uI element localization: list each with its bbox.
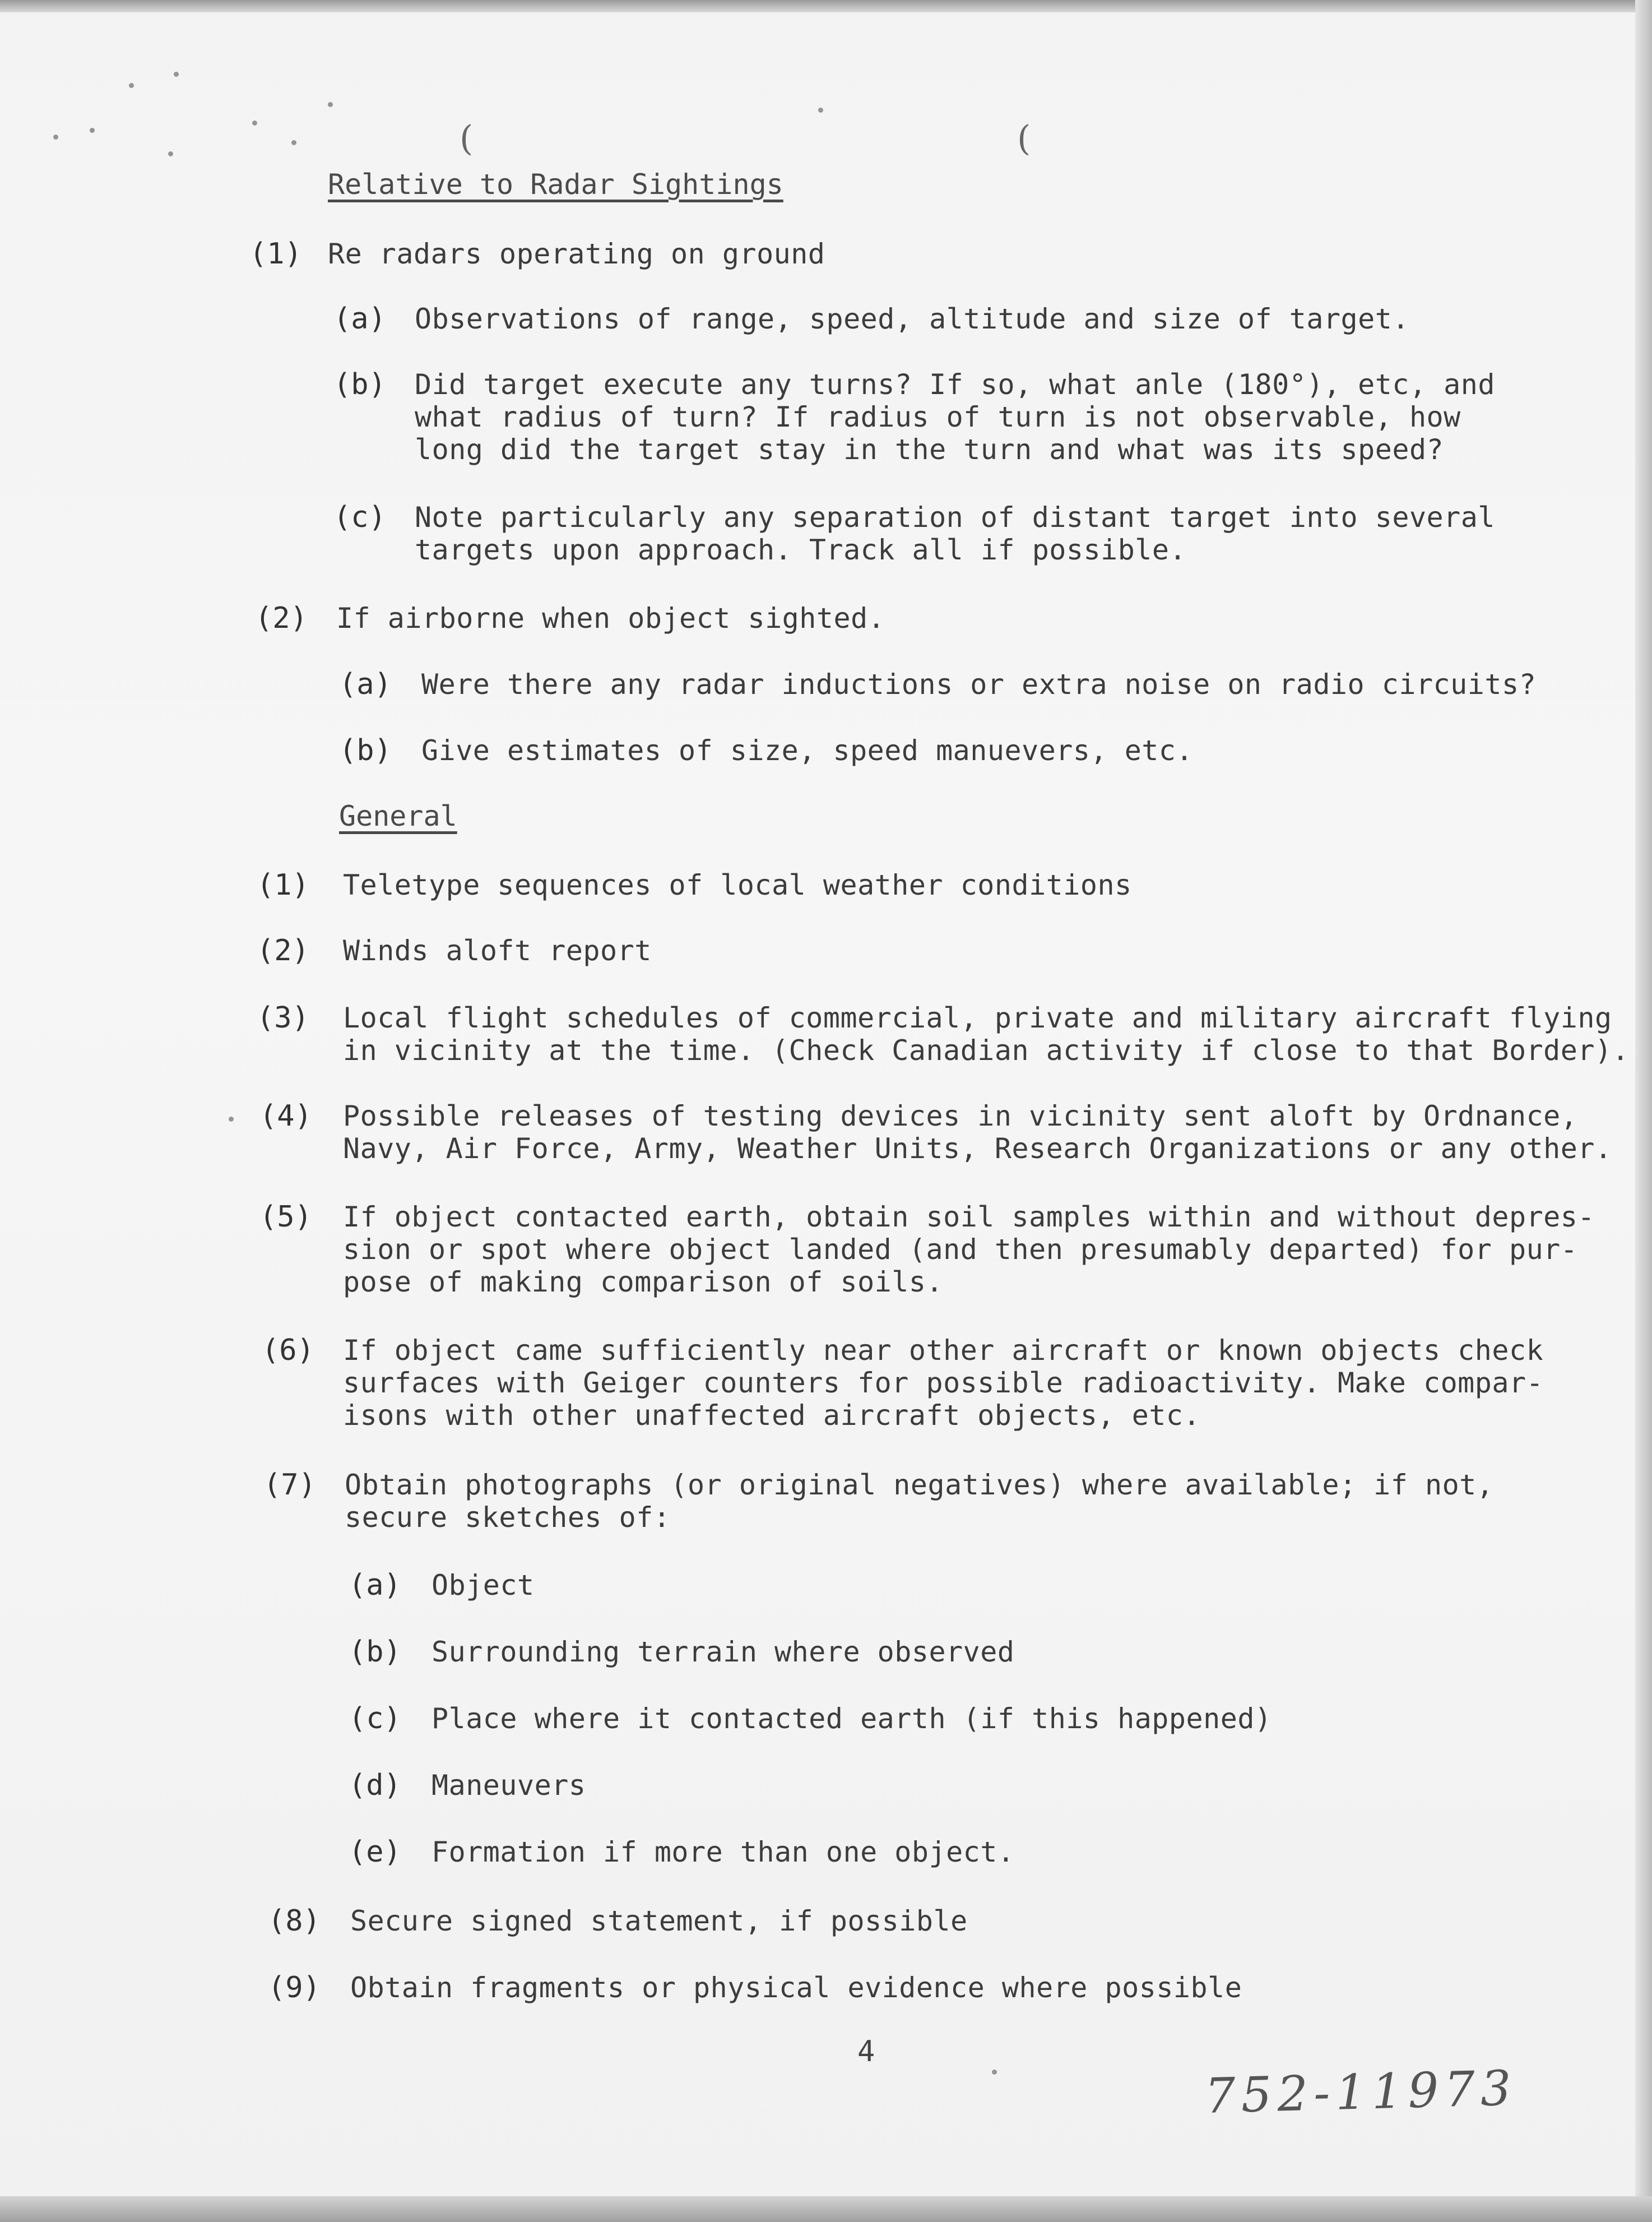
general-item-7e-text: Formation if more than one object. [431,1836,1015,1868]
scan-edge-right [1635,0,1652,2222]
general-item-2-number: (2) [257,934,309,968]
general-item-7b-text: Surrounding terrain where observed [431,1636,1015,1668]
scan-speck [53,135,58,140]
radar-item-2a-line-1: Were there any radar inductions or extra noise on radio circuits? [421,668,1537,701]
scan-paren-mark: ( [1017,118,1031,159]
general-item-5-line-2: sion or spot where object landed (and then presumably departed) for pur- [343,1233,1578,1266]
general-item-9-number: (9) [268,1971,321,2005]
general-item-1-number: (1) [257,868,309,902]
scan-speck [229,1117,234,1122]
handwritten-reference-number: 752-11973 [1204,2060,1518,2124]
general-item-6-number: (6) [262,1334,314,1367]
scan-speck [818,108,823,113]
general-item-5-line-3: pose of making comparison of soils. [343,1266,944,1298]
radar-item-1a-line-1: Observations of range, speed, altitude and size of target. [415,303,1409,335]
scan-speck [174,72,179,77]
radar-item-1b-label: (b) [333,368,386,401]
general-item-7c-text: Place where it contacted earth (if this happened) [431,1702,1272,1735]
general-item-7d-label: (d) [349,1769,401,1802]
general-item-3-line-2: in vicinity at the time. (Check Canadian activity if close to that Border). [343,1034,1630,1067]
general-item-4-number: (4) [259,1099,312,1133]
general-item-7a-text: Object [431,1569,535,1601]
radar-item-1a-label: (a) [333,302,386,336]
general-item-7-number: (7) [263,1468,316,1502]
scan-speck [328,102,333,107]
general-item-2-line-1: Winds aloft report [343,934,652,967]
radar-item-2b-label: (b) [339,734,392,767]
scan-edge-bottom [0,2196,1652,2222]
general-item-7b-label: (b) [349,1635,401,1669]
general-item-4-line-2: Navy, Air Force, Army, Weather Units, Research Organizations or any other. [343,1132,1612,1165]
general-item-7a-label: (a) [349,1568,401,1602]
scan-speck [90,128,95,133]
general-item-7e-label: (e) [349,1835,401,1869]
scan-edge-top [0,0,1652,12]
radar-item-1c-label: (c) [333,501,386,534]
general-item-6-line-3: isons with other unaffected aircraft objects, etc. [343,1399,1201,1432]
section-heading-radar: Relative to Radar Sightings [328,168,783,201]
page-number: 4 [857,2035,875,2068]
radar-item-1c-line-1: Note particularly any separation of distant target into several [415,501,1495,534]
general-item-3-number: (3) [257,1001,309,1035]
radar-item-2-number: (2) [255,601,308,635]
general-item-9-line-1: Obtain fragments or physical evidence where possible [350,1971,1242,2004]
radar-item-1c-line-2: targets upon approach. Track all if possible. [415,534,1187,566]
general-item-5-line-1: If object contacted earth, obtain soil samples within and without depres- [343,1201,1595,1233]
general-item-8-number: (8) [268,1904,321,1938]
general-item-1-line-1: Teletype sequences of local weather conditions [343,869,1132,901]
scan-speck [168,151,173,156]
radar-item-1b-line-2: what radius of turn? If radius of turn is not observable, how [415,401,1461,433]
radar-item-1-number: (1) [249,237,302,271]
scan-speck [992,2070,997,2075]
scan-speck [252,121,257,126]
general-item-3-line-1: Local flight schedules of commercial, private and military aircraft flying [343,1002,1612,1034]
general-item-6-line-1: If object came sufficiently near other aircraft or known objects check [343,1334,1544,1367]
section-heading-general: General [339,800,457,832]
general-item-6-line-2: surfaces with Geiger counters for possible radioactivity. Make compar- [343,1367,1544,1399]
radar-item-1-text: Re radars operating on ground [328,238,825,270]
scan-speck [291,140,296,145]
scan-speck [129,83,134,88]
radar-item-1b-line-3: long did the target stay in the turn and what was its speed? [415,433,1444,466]
general-item-4-line-1: Possible releases of testing devices in vicinity sent aloft by Ordnance, [343,1100,1578,1132]
general-item-5-number: (5) [259,1200,312,1234]
radar-item-2b-line-1: Give estimates of size, speed manuevers, etc. [421,734,1194,767]
radar-item-2-text: If airborne when object sighted. [336,602,885,635]
general-item-7-line-1: Obtain photographs (or original negatives) where available; if not, [345,1469,1494,1501]
general-item-7c-label: (c) [349,1702,401,1735]
radar-item-1b-line-1: Did target execute any turns? If so, what anle (180°), etc, and [415,368,1495,401]
general-item-8-line-1: Secure signed statement, if possible [350,1905,968,1937]
general-item-7d-text: Maneuvers [431,1769,586,1802]
radar-item-2a-label: (a) [339,668,392,701]
scan-paren-mark: ( [460,118,474,159]
general-item-7-line-2: secure sketches of: [345,1501,671,1534]
